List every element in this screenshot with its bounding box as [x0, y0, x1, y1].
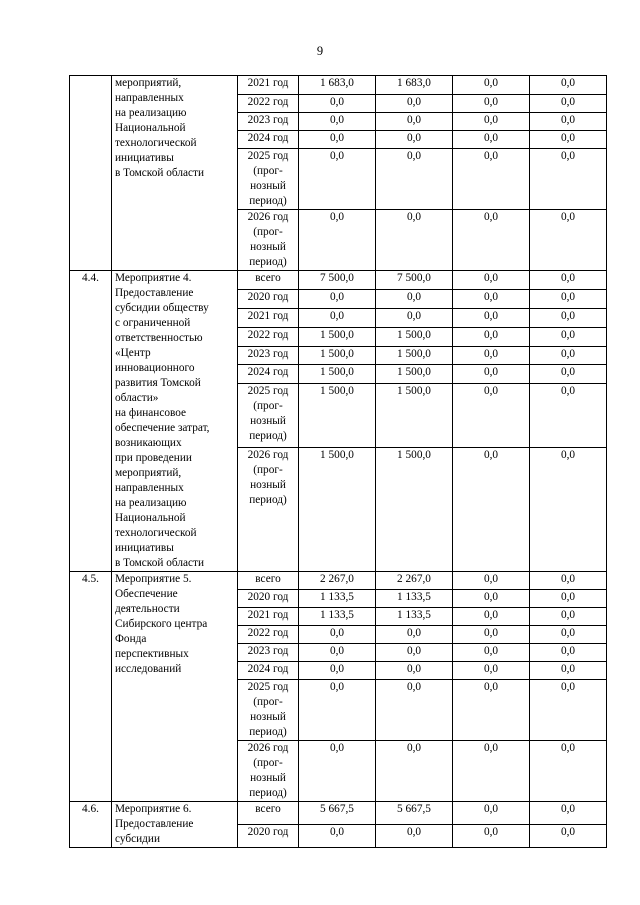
item-number: 4.4. — [70, 271, 112, 572]
period-label: 2023 год — [247, 645, 289, 657]
item-number: 4.6. — [70, 802, 112, 848]
item-description-line: возникающих — [115, 437, 182, 449]
amount-cell: 0,0 — [530, 131, 607, 149]
period-label: 2020 год — [247, 591, 289, 603]
period-note: (прог- — [253, 757, 283, 769]
period-cell — [238, 271, 299, 290]
amount-cell: 0,0 — [530, 149, 607, 210]
period-label: 2024 год — [247, 366, 289, 379]
period-cell — [238, 662, 299, 680]
amount-cell: 0,0 — [453, 113, 530, 131]
item-description-line: Мероприятие 5. — [115, 573, 192, 585]
period-note: (прог- — [253, 165, 283, 177]
item-description-line: развития Томской — [115, 377, 201, 389]
item-description-line: Предоставление — [115, 287, 194, 299]
item-description-line: субсидии — [115, 833, 161, 845]
period-cell — [238, 308, 299, 327]
item-description-line: Сибирского центра — [115, 618, 208, 630]
table-row — [70, 572, 607, 590]
item-description-line: субсидии обществу — [115, 302, 209, 314]
period-label: 2020 год — [247, 290, 289, 303]
amount-cell: 0,0 — [530, 76, 607, 95]
amount-cell: 1 500,0 — [299, 327, 376, 346]
item-description — [112, 802, 238, 848]
amount-cell: 0,0 — [299, 131, 376, 149]
amount-cell: 0,0 — [376, 626, 453, 644]
item-description-line: Мероприятие 6. — [115, 803, 192, 815]
period-cell — [238, 210, 299, 271]
period-cell — [238, 149, 299, 210]
period-note: период) — [249, 494, 287, 507]
item-description-line: с ограниченной — [115, 317, 191, 329]
period-cell — [238, 590, 299, 608]
period-label: 2023 год — [247, 347, 289, 360]
amount-cell: 0,0 — [453, 308, 530, 327]
amount-cell: 1 500,0 — [376, 448, 453, 572]
period-label: 2024 год — [247, 132, 289, 144]
period-cell — [238, 346, 299, 365]
period-label: 2021 год — [247, 77, 289, 89]
item-description-line: области» — [115, 392, 159, 404]
item-description-line: направленных — [115, 482, 184, 494]
amount-cell: 0,0 — [530, 572, 607, 590]
amount-cell: 0,0 — [530, 680, 607, 741]
period-cell — [238, 825, 299, 848]
table-row — [70, 76, 607, 95]
amount-cell: 0,0 — [453, 572, 530, 590]
period-label: всего — [255, 272, 281, 284]
amount-cell: 2 267,0 — [376, 572, 453, 590]
item-description-line: технологической — [115, 137, 197, 149]
amount-cell: 1 133,5 — [376, 608, 453, 626]
amount-cell: 0,0 — [530, 210, 607, 271]
period-note: (прог- — [253, 400, 283, 413]
amount-cell: 0,0 — [530, 626, 607, 644]
period-note: нозный — [250, 772, 286, 784]
amount-cell: 0,0 — [530, 802, 607, 825]
period-label: 2025 год — [247, 681, 289, 693]
period-note: нозный — [250, 479, 286, 492]
period-note: нозный — [250, 180, 286, 192]
period-cell — [238, 448, 299, 572]
amount-cell: 0,0 — [376, 644, 453, 662]
amount-cell: 1 500,0 — [299, 346, 376, 365]
amount-cell: 1 500,0 — [299, 365, 376, 384]
period-cell — [238, 131, 299, 149]
budget-table — [69, 75, 607, 848]
amount-cell: 0,0 — [376, 289, 453, 308]
period-note: период) — [249, 787, 287, 799]
period-note: период) — [249, 256, 287, 268]
amount-cell: 0,0 — [453, 590, 530, 608]
period-label: 2020 год — [247, 826, 289, 838]
item-description-line: Мероприятие 4. — [115, 272, 192, 284]
period-note: нозный — [250, 415, 286, 428]
amount-cell: 0,0 — [453, 271, 530, 290]
amount-cell: 0,0 — [530, 448, 607, 572]
amount-cell: 0,0 — [376, 113, 453, 131]
amount-cell: 0,0 — [299, 626, 376, 644]
amount-cell: 0,0 — [376, 825, 453, 848]
period-label: 2025 год — [247, 150, 289, 162]
period-cell — [238, 113, 299, 131]
amount-cell: 0,0 — [530, 346, 607, 365]
amount-cell: 0,0 — [453, 626, 530, 644]
item-description-line: перспективных — [115, 648, 189, 660]
amount-cell: 0,0 — [453, 210, 530, 271]
amount-cell: 0,0 — [299, 289, 376, 308]
amount-cell: 0,0 — [530, 289, 607, 308]
period-label: 2023 год — [247, 114, 289, 126]
amount-cell: 0,0 — [299, 95, 376, 113]
amount-cell: 0,0 — [299, 741, 376, 802]
amount-cell: 0,0 — [376, 131, 453, 149]
item-description — [112, 76, 238, 271]
amount-cell: 1 133,5 — [376, 590, 453, 608]
amount-cell: 1 500,0 — [376, 346, 453, 365]
period-label: 2025 год — [247, 385, 289, 398]
amount-cell: 0,0 — [453, 76, 530, 95]
item-description-line: обеспечение затрат, — [115, 422, 210, 434]
period-label: 2026 год — [247, 449, 289, 462]
period-cell — [238, 327, 299, 346]
amount-cell: 0,0 — [530, 95, 607, 113]
amount-cell: 0,0 — [530, 113, 607, 131]
amount-cell: 0,0 — [453, 95, 530, 113]
period-cell — [238, 608, 299, 626]
item-number: 4.5. — [70, 572, 112, 802]
period-cell — [238, 289, 299, 308]
amount-cell: 0,0 — [530, 271, 607, 290]
item-description-line: инициативы — [115, 542, 174, 554]
period-cell — [238, 644, 299, 662]
amount-cell: 0,0 — [453, 327, 530, 346]
amount-cell: 0,0 — [299, 149, 376, 210]
period-label: 2024 год — [247, 663, 289, 675]
amount-cell: 5 667,5 — [299, 802, 376, 825]
item-description-line: Фонда — [115, 633, 147, 645]
amount-cell: 0,0 — [453, 384, 530, 448]
amount-cell: 0,0 — [376, 741, 453, 802]
item-description-line: инициативы — [115, 152, 174, 164]
item-description-line: в Томской области — [115, 557, 205, 569]
period-note: период) — [249, 430, 287, 443]
period-cell — [238, 680, 299, 741]
item-description-line: на реализацию — [115, 107, 187, 119]
amount-cell: 2 267,0 — [299, 572, 376, 590]
item-description-line: деятельности — [115, 603, 180, 615]
page-number: 9 — [316, 44, 324, 58]
amount-cell: 0,0 — [530, 662, 607, 680]
item-description-line: направленных — [115, 92, 184, 104]
amount-cell: 1 500,0 — [376, 384, 453, 448]
period-note: (прог- — [253, 464, 283, 477]
period-label: 2022 год — [247, 328, 289, 341]
item-description-line: при проведении — [115, 452, 192, 464]
item-description — [112, 572, 238, 802]
amount-cell: 0,0 — [530, 741, 607, 802]
amount-cell: 1 500,0 — [376, 327, 453, 346]
amount-cell: 1 500,0 — [376, 365, 453, 384]
item-description-line: мероприятий, — [115, 77, 182, 89]
period-label: 2021 год — [247, 309, 289, 322]
amount-cell: 0,0 — [453, 644, 530, 662]
amount-cell: 0,0 — [376, 149, 453, 210]
period-note: (прог- — [253, 696, 283, 708]
item-description-line: исследований — [115, 663, 182, 675]
amount-cell: 0,0 — [453, 448, 530, 572]
amount-cell: 0,0 — [376, 95, 453, 113]
table-row — [70, 802, 607, 825]
period-label: всего — [255, 803, 281, 815]
amount-cell: 0,0 — [299, 308, 376, 327]
amount-cell: 7 500,0 — [299, 271, 376, 290]
amount-cell: 0,0 — [453, 680, 530, 741]
amount-cell: 0,0 — [530, 384, 607, 448]
item-description-line: на реализацию — [115, 497, 187, 509]
item-description-line: Предоставление — [115, 818, 194, 830]
amount-cell: 0,0 — [530, 644, 607, 662]
item-description-line: Обеспечение — [115, 588, 178, 600]
amount-cell: 1 500,0 — [299, 448, 376, 572]
period-cell — [238, 76, 299, 95]
period-label: 2022 год — [247, 96, 289, 108]
item-description-line: в Томской области — [115, 167, 205, 179]
amount-cell: 0,0 — [530, 308, 607, 327]
amount-cell: 0,0 — [530, 608, 607, 626]
amount-cell: 0,0 — [453, 346, 530, 365]
amount-cell: 0,0 — [530, 365, 607, 384]
amount-cell: 0,0 — [299, 680, 376, 741]
amount-cell: 0,0 — [453, 825, 530, 848]
period-label: 2021 год — [247, 609, 289, 621]
amount-cell: 0,0 — [453, 802, 530, 825]
amount-cell: 0,0 — [376, 308, 453, 327]
period-cell — [238, 365, 299, 384]
amount-cell: 0,0 — [530, 590, 607, 608]
amount-cell: 1 500,0 — [299, 384, 376, 448]
item-description-line: Национальной — [115, 122, 186, 134]
amount-cell: 0,0 — [453, 741, 530, 802]
amount-cell: 0,0 — [453, 149, 530, 210]
period-cell — [238, 95, 299, 113]
amount-cell: 0,0 — [453, 131, 530, 149]
period-label: 2026 год — [247, 742, 289, 754]
period-note: период) — [249, 195, 287, 207]
amount-cell: 0,0 — [299, 825, 376, 848]
amount-cell: 1 133,5 — [299, 608, 376, 626]
item-description-line: ответственностью — [115, 332, 203, 344]
period-note: нозный — [250, 711, 286, 723]
item-description-line: «Центр — [115, 347, 151, 359]
item-description-line: инновационного — [115, 362, 195, 374]
amount-cell: 5 667,5 — [376, 802, 453, 825]
amount-cell: 0,0 — [453, 365, 530, 384]
period-note: (прог- — [253, 226, 283, 238]
amount-cell: 0,0 — [453, 289, 530, 308]
amount-cell: 0,0 — [453, 608, 530, 626]
amount-cell: 0,0 — [530, 825, 607, 848]
period-cell — [238, 384, 299, 448]
item-description-line: Национальной — [115, 512, 186, 524]
amount-cell: 1 683,0 — [376, 76, 453, 95]
amount-cell: 1 133,5 — [299, 590, 376, 608]
item-description-line: технологической — [115, 527, 197, 539]
period-note: нозный — [250, 241, 286, 253]
amount-cell: 0,0 — [376, 210, 453, 271]
amount-cell: 0,0 — [299, 113, 376, 131]
amount-cell: 7 500,0 — [376, 271, 453, 290]
period-cell — [238, 626, 299, 644]
amount-cell: 0,0 — [530, 327, 607, 346]
period-label: 2026 год — [247, 211, 289, 223]
amount-cell: 0,0 — [299, 210, 376, 271]
amount-cell: 0,0 — [299, 662, 376, 680]
period-cell — [238, 741, 299, 802]
period-note: период) — [249, 726, 287, 738]
amount-cell: 0,0 — [376, 680, 453, 741]
period-cell — [238, 572, 299, 590]
amount-cell: 0,0 — [299, 644, 376, 662]
period-cell — [238, 802, 299, 825]
table-row — [70, 271, 607, 290]
amount-cell: 0,0 — [376, 662, 453, 680]
item-description-line: на финансовое — [115, 407, 187, 419]
item-number — [70, 76, 112, 271]
item-description-line: мероприятий, — [115, 467, 182, 479]
amount-cell: 1 683,0 — [299, 76, 376, 95]
period-label: всего — [255, 573, 281, 585]
period-label: 2022 год — [247, 627, 289, 639]
item-description — [112, 271, 238, 572]
amount-cell: 0,0 — [453, 662, 530, 680]
